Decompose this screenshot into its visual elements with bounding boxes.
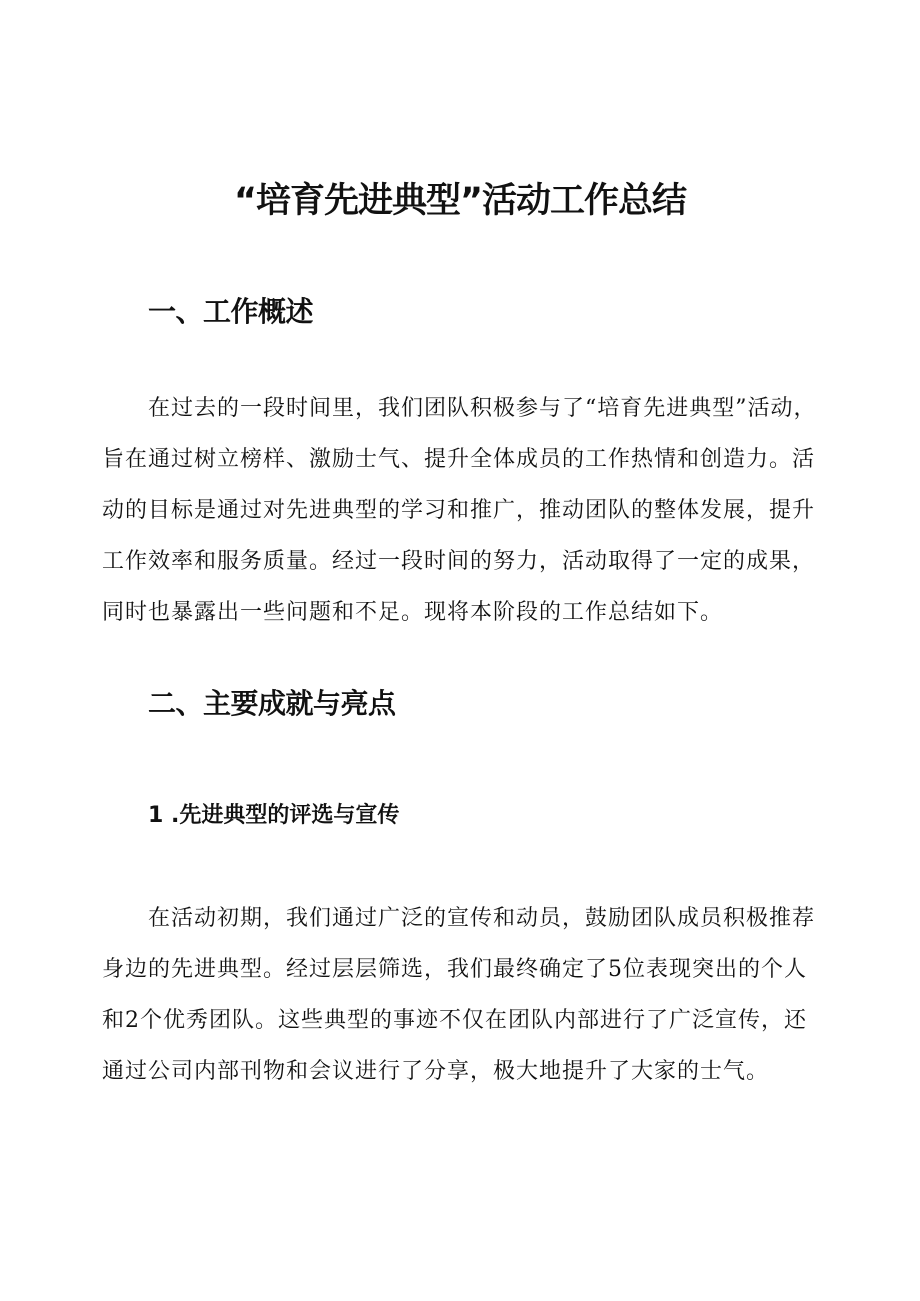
paragraph-line: 通过公司内部刊物和会议进行了分享，极大地提升了大家的士气。 xyxy=(102,1059,770,1084)
subsection-heading-selection: 1 .先进典型的评选与宣传 xyxy=(148,803,400,828)
paragraph-line: 工作效率和服务质量。经过一段时间的努力，活动取得了一定的成果， xyxy=(102,549,816,574)
paragraph-line: 旨在通过树立榜样、激励士气、提升全体成员的工作热情和创造力。活 xyxy=(102,447,816,472)
section-heading-overview: 一、工作概述 xyxy=(148,295,314,328)
paragraph-line: 身边的先进典型。经过层层筛选，我们最终确定了5位表现突出的个人 xyxy=(102,957,807,982)
selection-paragraph xyxy=(102,893,826,1097)
paragraph-line: 和2个优秀团队。这些典型的事迹不仅在团队内部进行了广泛宣传，还 xyxy=(102,1008,807,1033)
paragraph-line: 在活动初期，我们通过广泛的宣传和动员，鼓励团队成员积极推荐 xyxy=(148,906,816,931)
paragraph-line: 在过去的一段时间里，我们团队积极参与了“培育先进典型”活动， xyxy=(148,396,817,421)
document-title: “培育先进典型”活动工作总结 xyxy=(233,181,686,221)
paragraph-line: 动的目标是通过对先进典型的学习和推广，推动团队的整体发展，提升 xyxy=(102,498,816,523)
paragraph-line: 同时也暴露出一些问题和不足。现将本阶段的工作总结如下。 xyxy=(102,600,724,625)
overview-paragraph xyxy=(102,383,826,638)
section-heading-achievements: 二、主要成就与亮点 xyxy=(148,687,396,720)
